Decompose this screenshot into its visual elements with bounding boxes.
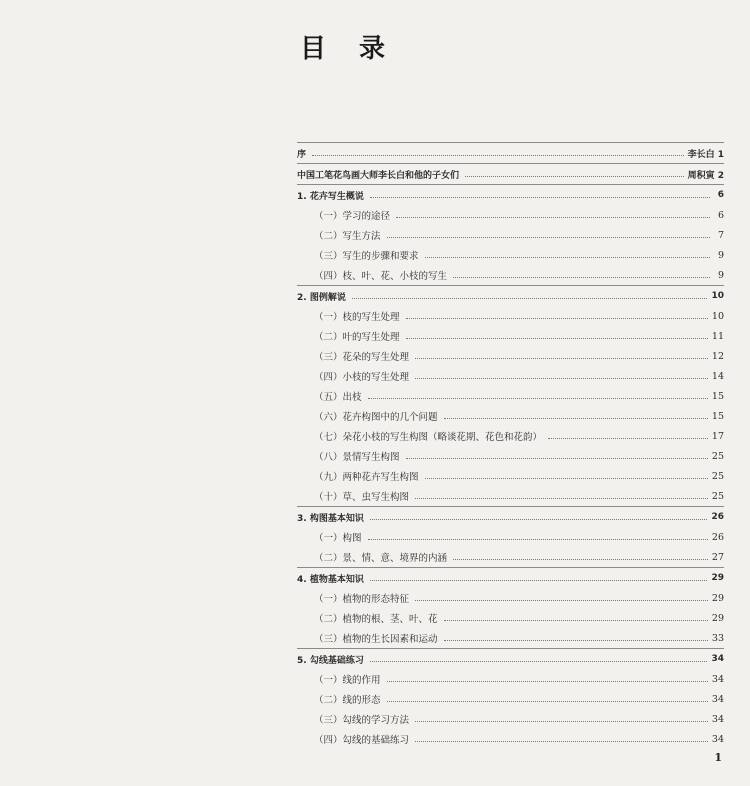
toc-subsection-entry [297,588,724,608]
toc-entry-page: 34 [711,713,724,725]
toc-entry-page: 34 [711,673,724,685]
dot-leader [370,580,708,581]
toc-entry-label: （三）花朵的写生处理 [314,352,410,363]
toc-subsection-entry [297,628,724,648]
toc-entry-label: 2. 图例解说 [297,292,346,303]
toc-entry-page: 李长白 1 [687,149,724,160]
toc-entry-label: （一）学习的途径 [314,211,391,222]
toc-entry-label: （八）景情写生构图 [314,452,400,463]
toc-subsection-entry [297,709,724,729]
toc-entry-label: （十）草、虫写生构图 [314,492,410,503]
page-number: 1 [714,751,722,764]
toc-section-entry [297,286,724,306]
toc-subsection-entry [297,527,724,547]
page-title: 目 录 [300,34,398,64]
toc-entry-label: （二）线的形态 [314,695,381,706]
toc-section-entry [297,164,724,184]
dot-leader [370,197,710,198]
toc-entry-page: 29 [711,612,724,624]
dot-leader [465,176,684,177]
toc-entry-label: （七）朵花小枝的写生构图（略谈花期、花色和花韵） [314,432,543,443]
toc-entry-label: 5. 勾线基础练习 [297,655,364,666]
toc-section-entry [297,649,724,669]
toc-entry-page: 33 [711,632,724,644]
dot-leader [370,661,708,662]
toc-subsection-entry [297,446,724,466]
toc-subsection-entry [297,306,724,326]
toc-subsection-entry [297,547,724,567]
toc-subsection-entry [297,386,724,406]
toc-entry-label: （一）构图 [314,533,362,544]
dot-leader [425,478,708,479]
toc-entry-label: （三）勾线的学习方法 [314,715,410,726]
dot-leader [415,721,708,722]
dot-leader [415,741,708,742]
toc-entry-page: 9 [717,249,724,261]
toc-entry-label: （三）写生的步骤和要求 [314,251,419,262]
toc-entry-label: （二）叶的写生处理 [314,332,400,343]
toc-entry-page: 6 [717,190,724,200]
toc-entry-page: 12 [711,350,724,362]
dot-leader [548,438,708,439]
toc-entry-page: 27 [711,551,724,563]
dot-leader [415,378,708,379]
toc-entry-label: （二）写生方法 [314,231,381,242]
dot-leader [453,277,710,278]
toc-subsection-entry [297,366,724,386]
dot-leader [444,418,708,419]
toc-entry-page: 6 [717,209,724,221]
dot-leader [370,519,708,520]
toc-section-entry [297,507,724,527]
toc-entry-label: 3. 构图基本知识 [297,513,364,524]
toc-entry-page: 25 [711,470,724,482]
dot-leader [444,640,708,641]
toc-entry-label: （四）勾线的基础练习 [314,735,410,746]
toc-subsection-entry [297,426,724,446]
toc-entry-label: （九）两种花卉写生构图 [314,472,419,483]
toc-subsection-entry [297,669,724,689]
dot-leader [453,559,708,560]
dot-leader [387,237,710,238]
toc-entry-label: （四）枝、叶、花、小枝的写生 [314,271,448,282]
toc-entry-label: （一）枝的写生处理 [314,312,400,323]
toc-subsection-entry [297,265,724,285]
toc-section-entry [297,143,724,163]
dot-leader [406,458,708,459]
dot-leader [387,701,708,702]
toc-entry-page: 15 [711,390,724,402]
dot-leader [415,498,708,499]
dot-leader [368,398,708,399]
dot-leader [396,217,710,218]
toc-entry-label: （一）线的作用 [314,675,381,686]
dot-leader [368,539,708,540]
toc-entry-page: 14 [711,370,724,382]
toc-entry-label: 1. 花卉写生概说 [297,191,364,202]
toc-subsection-entry [297,245,724,265]
toc-section-entry [297,185,724,205]
toc-entry-label: （四）小枝的写生处理 [314,372,410,383]
toc-entry-page: 周积寅 2 [687,170,724,181]
toc-entry-page: 11 [711,330,724,342]
toc-entry-page: 7 [717,229,724,241]
toc-entry-page: 17 [711,430,724,442]
toc-subsection-entry [297,406,724,426]
toc-subsection-entry [297,205,724,225]
toc-entry-page: 10 [711,310,724,322]
toc-subsection-entry [297,729,724,749]
table-of-contents [297,142,724,749]
toc-entry-label: 4. 植物基本知识 [297,574,364,585]
dot-leader [425,257,710,258]
toc-entry-label: 序 [297,149,307,160]
toc-entry-label: （二）植物的根、茎、叶、花 [314,614,438,625]
dot-leader [444,620,708,621]
dot-leader [406,318,708,319]
dot-leader [406,338,708,339]
toc-entry-page: 15 [711,410,724,422]
dot-leader [387,681,708,682]
toc-subsection-entry [297,225,724,245]
toc-entry-page: 34 [711,654,724,664]
dot-leader [312,155,684,156]
toc-entry-page: 9 [717,269,724,281]
toc-subsection-entry [297,346,724,366]
toc-entry-page: 25 [711,450,724,462]
dot-leader [415,600,708,601]
toc-subsection-entry [297,608,724,628]
toc-entry-page: 25 [711,490,724,502]
toc-entry-page: 29 [711,573,724,583]
toc-subsection-entry [297,466,724,486]
toc-entry-label: （二）景、情、意、境界的内涵 [314,553,448,564]
toc-subsection-entry [297,486,724,506]
toc-entry-page: 26 [711,512,724,522]
toc-entry-label: （五）出枝 [314,392,362,403]
toc-entry-label: （三）植物的生长因素和运动 [314,634,438,645]
toc-entry-page: 34 [711,693,724,705]
toc-entry-page: 29 [711,592,724,604]
toc-entry-label: （一）植物的形态特征 [314,594,410,605]
toc-entry-page: 26 [711,531,724,543]
toc-subsection-entry [297,689,724,709]
toc-entry-page: 34 [711,733,724,745]
toc-section-entry [297,568,724,588]
toc-entry-label: （六）花卉构图中的几个问题 [314,412,438,423]
dot-leader [415,358,708,359]
toc-entry-page: 10 [711,291,724,301]
dot-leader [352,298,708,299]
toc-subsection-entry [297,326,724,346]
toc-entry-label: 中国工笔花鸟画大师李长白和他的子女们 [297,170,460,181]
